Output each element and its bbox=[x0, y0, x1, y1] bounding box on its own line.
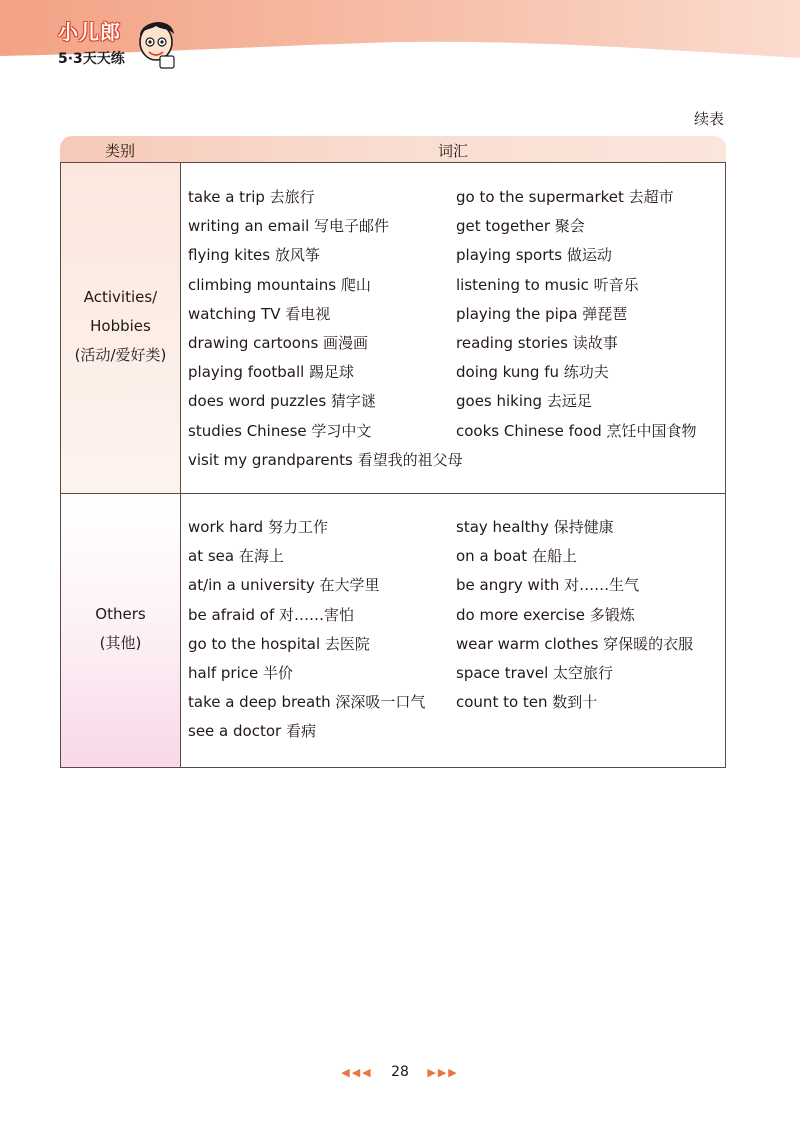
vocab-list-others-right bbox=[456, 513, 693, 717]
vocab-item: visit my grandparents 看望我的祖父母 bbox=[188, 450, 463, 469]
vocab-item: climbing mountains 爬山 bbox=[188, 275, 371, 294]
vocab-list-others-left bbox=[188, 513, 425, 747]
vocab-item: space travel 太空旅行 bbox=[456, 663, 614, 682]
vocab-list-activities-right bbox=[456, 183, 697, 446]
vocab-item: reading stories 读故事 bbox=[456, 333, 618, 352]
vocab-item: be afraid of 对……害怕 bbox=[188, 605, 355, 624]
mascot-boy-icon bbox=[134, 12, 178, 72]
prev-arrows-icon: ◀◀◀ bbox=[341, 1066, 373, 1079]
category-label: (其他) bbox=[99, 634, 142, 652]
vocab-item: at sea 在海上 bbox=[188, 547, 284, 566]
vocab-list-activities-left bbox=[188, 183, 463, 475]
vocab-item: playing football 踢足球 bbox=[188, 363, 355, 382]
vocab-item: drawing cartoons 画漫画 bbox=[188, 333, 369, 352]
category-label: Hobbies bbox=[90, 317, 151, 335]
vocab-item: flying kites 放风筝 bbox=[188, 246, 320, 265]
vocab-item: go to the supermarket 去超市 bbox=[456, 188, 674, 206]
vocab-item: playing sports 做运动 bbox=[456, 246, 612, 265]
row-divider bbox=[181, 493, 725, 494]
vocab-item: writing an email 写电子邮件 bbox=[188, 217, 390, 236]
vocab-item: wear warm clothes 穿保暖的衣服 bbox=[456, 634, 694, 653]
vocab-item: studies Chinese 学习中文 bbox=[188, 421, 372, 440]
vocab-item: count to ten 数到十 bbox=[456, 693, 598, 712]
vocab-table bbox=[60, 136, 726, 768]
header-vocabulary: 词汇 bbox=[437, 142, 468, 160]
header-category: 类别 bbox=[104, 142, 135, 160]
vocab-item: half price 半价 bbox=[188, 663, 294, 682]
vocab-item: go to the hospital 去医院 bbox=[188, 634, 370, 653]
vocab-item: be angry with 对……生气 bbox=[456, 576, 640, 595]
vocab-item: see a doctor 看病 bbox=[188, 722, 316, 741]
brand-logo bbox=[54, 14, 184, 74]
continued-label: 续表 bbox=[693, 110, 724, 128]
vocab-item: does word puzzles 猜字谜 bbox=[188, 392, 376, 411]
vocab-item: playing the pipa 弹琵琶 bbox=[456, 304, 628, 323]
table-header bbox=[60, 136, 726, 162]
vocab-item: do more exercise 多锻炼 bbox=[456, 605, 635, 624]
vocab-item: doing kung fu 练功夫 bbox=[456, 363, 609, 382]
table-body bbox=[60, 162, 726, 768]
page-number: 28 bbox=[391, 1064, 409, 1080]
logo-subtitle: 5·3天天练 bbox=[58, 51, 125, 67]
vocab-item: cooks Chinese food 烹饪中国食物 bbox=[456, 421, 697, 440]
vocab-item: on a boat 在船上 bbox=[456, 547, 577, 566]
vocab-item: goes hiking 去远足 bbox=[456, 392, 592, 411]
category-label: Activities/ bbox=[83, 288, 158, 306]
vocab-item: work hard 努力工作 bbox=[188, 518, 328, 536]
vocab-item: get together 聚会 bbox=[456, 217, 585, 236]
vocab-item: take a deep breath 深深吸一口气 bbox=[188, 693, 426, 712]
logo-title: 小儿郎 bbox=[58, 20, 121, 44]
vocab-item: watching TV 看电视 bbox=[188, 304, 331, 323]
category-label: Others bbox=[95, 605, 146, 623]
vocab-item: at/in a university 在大学里 bbox=[188, 576, 380, 595]
vocab-item: stay healthy 保持健康 bbox=[456, 518, 614, 536]
next-arrows-icon: ▶▶▶ bbox=[427, 1066, 459, 1079]
category-label: (活动/爱好类) bbox=[74, 346, 167, 364]
vocab-item: listening to music 听音乐 bbox=[456, 275, 639, 294]
category-column-divider bbox=[61, 163, 181, 767]
vocab-item: take a trip 去旅行 bbox=[188, 188, 315, 206]
page-footer bbox=[0, 1064, 800, 1080]
